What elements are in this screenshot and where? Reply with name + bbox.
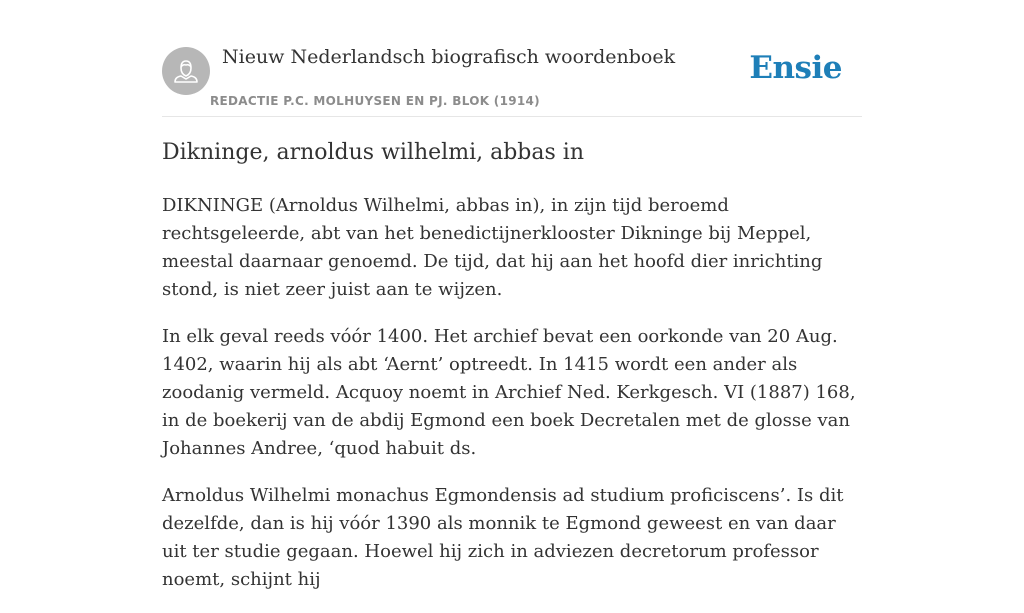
avatar[interactable] [162,47,210,95]
article-paragraph: Arnoldus Wilhelmi monachus Egmondensis ad studium proficiscens’. Is dit dezelfde, dan is hij vóór 1390 als monnik te Egmond geweest en van daar uit ter studie gegaan. Hoewel hij zich in adviezen decretorum professor noemt, schijnt hij [162,485,844,590]
article-title: Dikninge, arnoldus wilhelmi, abbas in [162,140,584,165]
article-body [162,192,866,613]
user-placeholder-icon [162,47,210,95]
article-paragraph: DIKNINGE (Arnoldus Wilhelmi, abbas in), in zijn tijd beroemd rechtsgeleerde, abt van het benedictijnerklooster Dikninge bij Meppel, meestal daarnaar genoemd. De tijd, dat hij aan het hoofd dier inrichting stond, is niet zeer juist aan te wijzen. [162,195,823,300]
source-editors: REDACTIE P.C. MOLHUYSEN EN PJ. BLOK (1914) [210,94,540,108]
article-paragraph: In elk geval reeds vóór 1400. Het archief bevat een oorkonde van 20 Aug. 1402, waarin hij als abt ‘Aernt’ optreedt. In 1415 wordt een ander als zoodanig vermeld. Acquoy noemt in Archief Ned. Kerkgesch. VI (1887) 168, in de boekerij van de abdij Egmond een boek Decretalen met de glosse van Johannes Andree, ‘quod habuit ds. [162,326,856,459]
source-title[interactable]: Nieuw Nederlandsch biografisch woordenboek [222,46,676,68]
page [162,0,862,590]
source-header [162,0,862,117]
ensie-logo[interactable]: Ensie [749,50,842,86]
